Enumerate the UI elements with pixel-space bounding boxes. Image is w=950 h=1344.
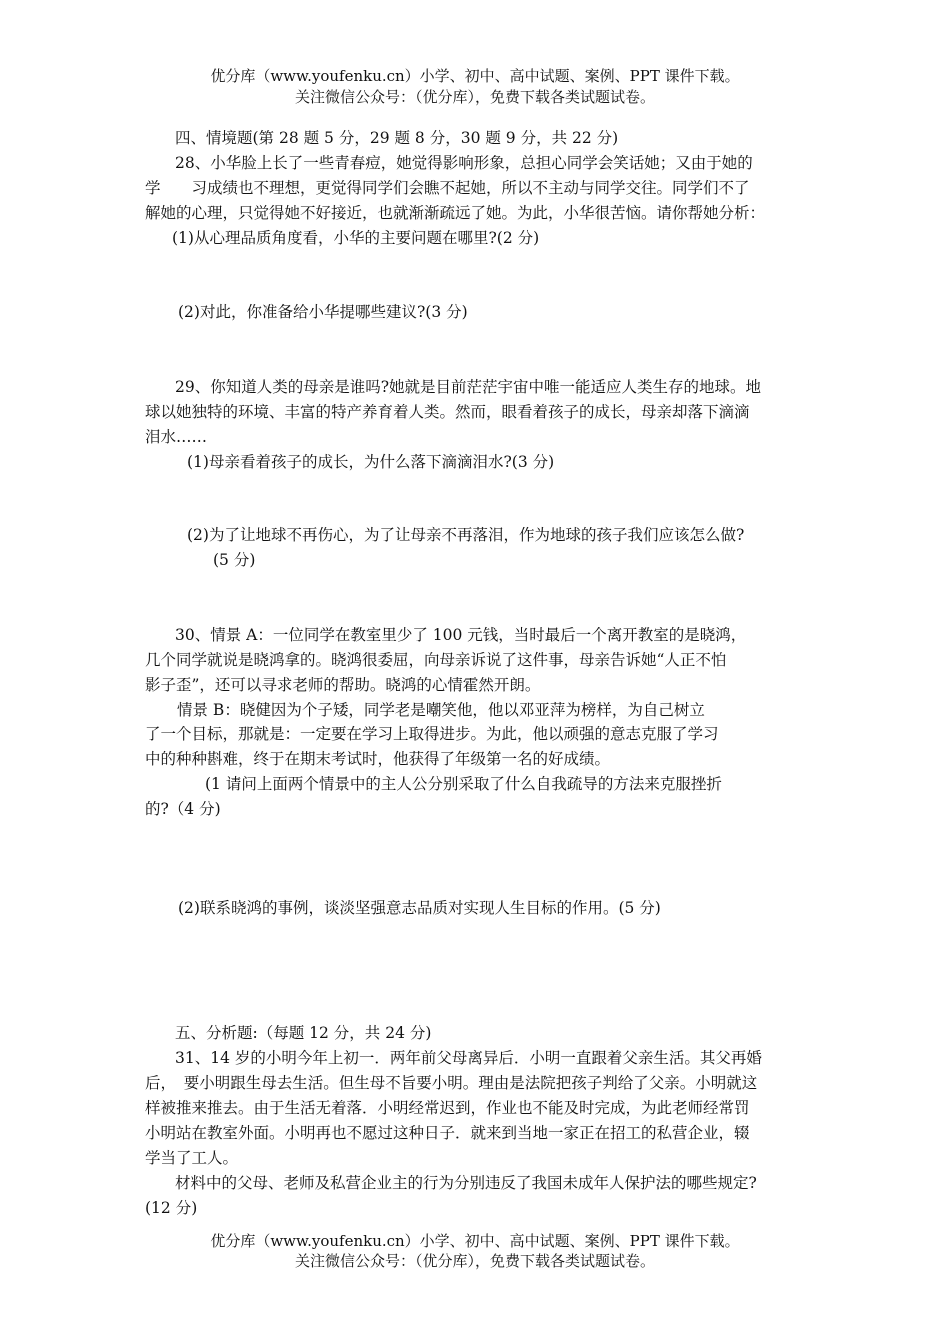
q30-sub-1-end: 的?（4 分) [145,800,221,818]
q30-line-2: 几个同学就说是晓鸿拿的。晓鸿很委屈，向母亲诉说了这件事，母亲告诉她“人正不怕 [145,651,727,669]
q31-line-2: 后， 要小明跟生母去生活。但生母不旨要小明。理由是法院把孩子判给了父亲。小明就这 [145,1074,758,1092]
footer-line-2: 关注微信公众号：（优分库），免费下载各类试题试卷。 [294,1252,655,1270]
q30-sub-2: (2)联系晓鸿的事例，谈淡坚强意志品质对实现人生目标的作用。(5 分) [178,899,661,917]
q28-line-1: 28、小华脸上长了一些青春痘，她觉得影响形象，总担心同学会笑话她；又由于她的 [175,154,753,172]
q31-line-5: 学当了工人。 [145,1149,239,1167]
q28-line-3: 解她的心理，只觉得她不好接近，也就渐渐疏远了她。为此，小华很苦恼。请你帮她分析： [145,204,766,222]
q29-line-3: 泪水…… [145,428,208,446]
q29-line-1: 29、你知道人类的母亲是谁吗?她就是目前茫茫宇宙中唯一能适应人类生存的地球。地 [175,378,762,396]
q30-sub-1: (1 请问上面两个情景中的主人公分别采取了什么自我疏导的方法来克服挫折 [205,775,722,793]
q31-question: 材料中的父母、老师及私营企业主的行为分别违反了我国未成年人保护法的哪些规定? [175,1174,757,1192]
q31-line-3: 样被推来推去。由于生活无着落．小明经常迟到，作业也不能及时完成，为此老师经常罚 [145,1099,750,1117]
q29-sub-2: (2)为了让地球不再伤心，为了让母亲不再落泪，作为地球的孩子我们应该怎么做? [187,526,745,544]
footer-line-1: 优分库（www.youfenku.cn）小学、初中、高中试题、案例、PPT 课件下载。 [210,1232,740,1250]
q30-line-4: 情景 B：晓健因为个子矮，同学老是嘲笑他，他以邓亚萍为榜样，为自己树立 [177,701,705,719]
section-5-title: 五、分析题:（每题 12 分，共 24 分) [175,1024,432,1042]
q28-sub-2: (2)对此，你准备给小华提哪些建议?(3 分) [178,303,468,321]
q30-line-1: 30、情景 A：一位同学在教室里少了 100 元钱，当时最后一个离开教室的是晓鸿， [175,626,747,644]
q30-line-5: 了一个目标，那就是：一定要在学习上取得进步。为此，他以顽强的意志克服了学习 [145,725,719,743]
q31-line-4: 小明站在教室外面。小明再也不愿过这种日子．就来到当地一家正在招工的私营企业，辍 [145,1124,750,1142]
header-line-1: 优分库（www.youfenku.cn）小学、初中、高中试题、案例、PPT 课件下载。 [210,67,740,85]
q30-line-6: 中的种种斟难，终于在期末考试时，他获得了年级第一名的好成绩。 [145,750,611,768]
q28-line-2: 学 习成绩也不理想，更觉得同学们会瞧不起她，所以不主动与同学交往。同学们不了 [145,179,750,197]
q28-sub-1: (1)从心理品质角度看，小华的主要问题在哪里?(2 分) [172,229,540,247]
q31-points: (12 分) [145,1199,198,1217]
q31-line-1: 31、14 岁的小明今年上初一．两年前父母离异后．小明一直跟着父亲生活。其父再婚 [175,1049,762,1067]
q29-line-2: 球以她独特的环境、丰富的特产养育着人类。然而，眼看着孩子的成长，母亲却落下滴滴 [145,403,750,421]
q29-sub-2-points: (5 分) [213,551,256,569]
q29-sub-1: (1)母亲看着孩子的成长，为什么落下滴滴泪水?(3 分) [187,453,555,471]
section-4-title: 四、情境题(第 28 题 5 分，29 题 8 分，30 题 9 分，共 22 分) [175,129,619,147]
q30-line-3: 影子歪”，还可以寻求老师的帮助。晓鸿的心情霍然开朗。 [145,676,541,694]
header-line-2: 关注微信公众号：（优分库），免费下载各类试题试卷。 [294,88,655,106]
